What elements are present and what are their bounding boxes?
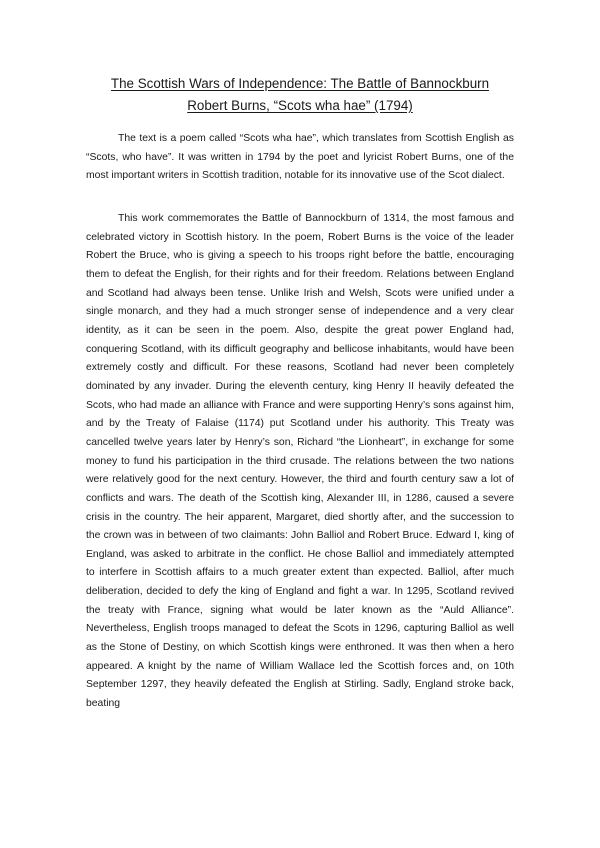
paragraph-history: This work commemorates the Battle of Bannockburn of 1314, the most famous and celebrated victory in Scottish history. In the poem, Robert Burns is the voice of the leader Robert the Bruce, who is giving a speech to his troops right before the battle, encouraging them to defeat the English, for their rights and for their freedom. Relations between England and Scotland had always been tense. Unlike Irish and Welsh, Scots were unified under a single monarch, and they had a much stronger sense of independence and a very clear identity, as it can be seen in the poem. Also, despite the great power England had, conquering Scotland, with its difficult geography and bellicose inhabitants, would have been extremely costly and difficult. For these reasons, Scotland had never been completely dominated by any invader. During the eleventh century, king Henry II heavily defeated the Scots, who had made an alliance with France and were supporting Henry’s sons against him, and by the Treaty of Falaise (1174) put Scotland under his authority. This Treaty was cancelled twelve years later by Henry’s son, Richard “the Lionheart”, in exchange for some money to fund his participation in the third crusade. The relations between the two nations were relatively good for the next century. However, the third and fourth century saw a lot of conflicts and wars. The death of the Scottish king, Alexander III, in 1286, caused a severe crisis in the country. The heir apparent, Margaret, died shortly after, and the succession to the crown was in between of two claimants: John Balliol and Robert Bruce. Edward I, king of England, was asked to arbitrate in the conflict. He chose Balliol and immediately attempted to interfere in Scottish affairs to a much greater extent than expected. Balliol, after much deliberation, decided to defy the king of England and fight a war. In 1295, Scotland revived the treaty with France, signing what would be later known as the “Auld Alliance”. Nevertheless, English troops managed to defeat the Scots in 1296, capturing Balliol as well as the Stone of Destiny, on which Scottish kings were enthroned. It was then when a hero appeared. A knight by the name of William Wallace led the Scottish forces and, on 10th September 1297, they heavily defeated the English at Stirling. Sadly, England stroke back, beating — [86, 213, 514, 710]
paragraph-intro: The text is a poem called “Scots wha hae”, which translates from Scottish English as “Scots, who have”. It was written in 1794 by the poet and lyricist Robert Burns, one of the most important writers in Scottish tradition, notable for its innovative use of the Scot dialect. — [86, 133, 514, 182]
title-block — [0, 73, 600, 117]
document-subtitle: Robert Burns, “Scots wha hae” (1794) — [187, 98, 413, 113]
document-title: The Scottish Wars of Independence: The Battle of Bannockburn — [110, 76, 490, 91]
